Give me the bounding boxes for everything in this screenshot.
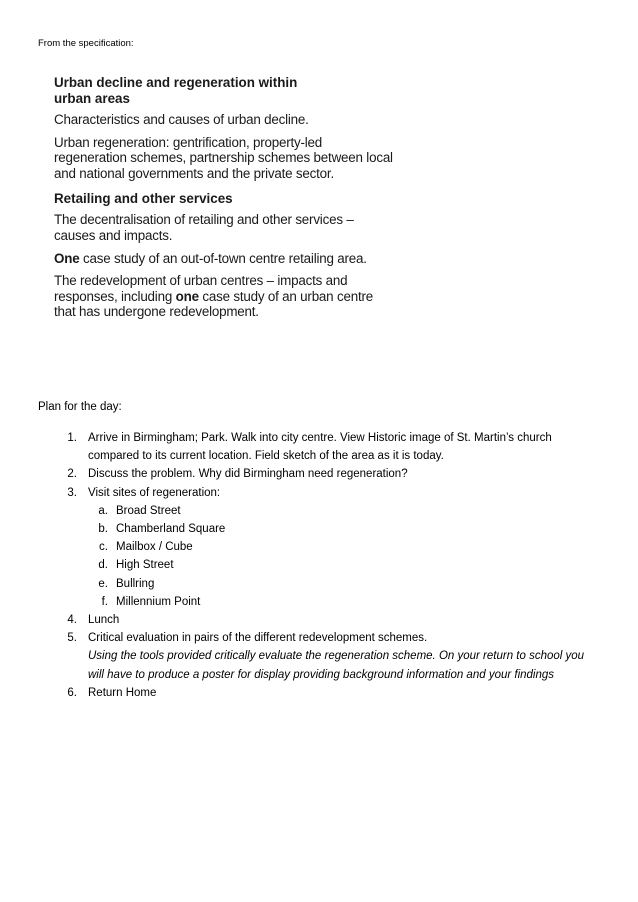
sub-letter: c. xyxy=(99,541,108,554)
spec-para-out-of-town-case-study xyxy=(54,251,394,267)
sub-text: Millennium Point xyxy=(116,595,201,608)
sub-item-b xyxy=(38,520,598,538)
spec-para-urban-regeneration: Urban regeneration: gentrification, property-led regeneration schemes, partnership schemes between local and national governments and the private sector. xyxy=(54,134,393,181)
sub-letter: f. xyxy=(101,595,108,608)
sub-text: Broad Street xyxy=(116,504,181,517)
sub-text: Chamberland Square xyxy=(116,523,226,536)
sub-item-f xyxy=(38,593,598,611)
step-1-continuation: compared to its current location. Field sketch of the area as it is today. xyxy=(88,450,444,463)
plan-step-3 xyxy=(38,484,598,502)
spec-bold-one: One xyxy=(54,250,80,266)
plan-step-2 xyxy=(38,465,598,483)
step-number: 3. xyxy=(67,486,77,499)
sub-item-c xyxy=(38,538,598,556)
step-5-instructions-line2: will have to produce a poster for display providing background information and your findings xyxy=(88,668,555,681)
sub-item-a xyxy=(38,502,598,520)
step-number: 4. xyxy=(67,614,77,627)
spec-para4-rest: case study of an out-of-town centre retailing area. xyxy=(79,250,367,266)
plan-step-4 xyxy=(38,611,598,629)
sub-letter: e. xyxy=(98,577,108,590)
spec-para-characteristics: Characteristics and causes of urban decline. xyxy=(54,112,309,127)
specification-excerpt xyxy=(54,75,394,327)
step-text: Return Home xyxy=(88,686,157,699)
plan-step-1 xyxy=(38,429,598,447)
sub-letter: b. xyxy=(98,523,108,536)
step-text: Critical evaluation in pairs of the different redevelopment schemes. xyxy=(88,632,428,645)
plan-step-6 xyxy=(38,684,598,702)
step-number: 2. xyxy=(67,468,77,481)
spec-para5-start: The redevelopment of urban centres – impacts and responses, including xyxy=(54,273,348,304)
sub-text: Bullring xyxy=(116,577,155,590)
spec-bold-one-2: one xyxy=(175,288,199,304)
spec-heading-retailing: Retailing and other services xyxy=(54,191,233,207)
step-text: Discuss the problem. Why did Birmingham need regeneration? xyxy=(88,468,408,481)
step-text: Arrive in Birmingham; Park. Walk into city centre. View Historic image of St. Martin’s church xyxy=(88,432,552,444)
intro-label: From the specification: xyxy=(38,38,134,49)
sub-item-d xyxy=(38,556,598,574)
sub-text: High Street xyxy=(116,559,174,572)
step-text: Visit sites of regeneration: xyxy=(88,486,221,499)
step-text: Lunch xyxy=(88,614,120,627)
sub-letter: d. xyxy=(98,559,108,572)
step-number: 1. xyxy=(67,432,77,444)
step-5-instructions-line1: Using the tools provided critically evaluate the regeneration scheme. On your return to school you xyxy=(88,650,585,663)
plan-title: Plan for the day: xyxy=(38,401,122,413)
sub-text: Mailbox / Cube xyxy=(116,541,193,554)
spec-para-redevelopment xyxy=(54,273,394,320)
plan-list xyxy=(38,429,598,702)
spec-para5-end: case study of an urban centre that has undergone redevelopment. xyxy=(54,288,373,320)
spec-heading-urban-decline: Urban decline and regeneration within urban areas xyxy=(54,75,298,106)
step-number: 6. xyxy=(67,686,77,699)
step-number: 5. xyxy=(67,632,77,645)
sub-item-e xyxy=(38,575,598,593)
plan-step-5 xyxy=(38,629,598,647)
spec-para-decentralisation: The decentralisation of retailing and other services – causes and impacts. xyxy=(54,212,354,243)
sub-letter: a. xyxy=(98,504,108,517)
